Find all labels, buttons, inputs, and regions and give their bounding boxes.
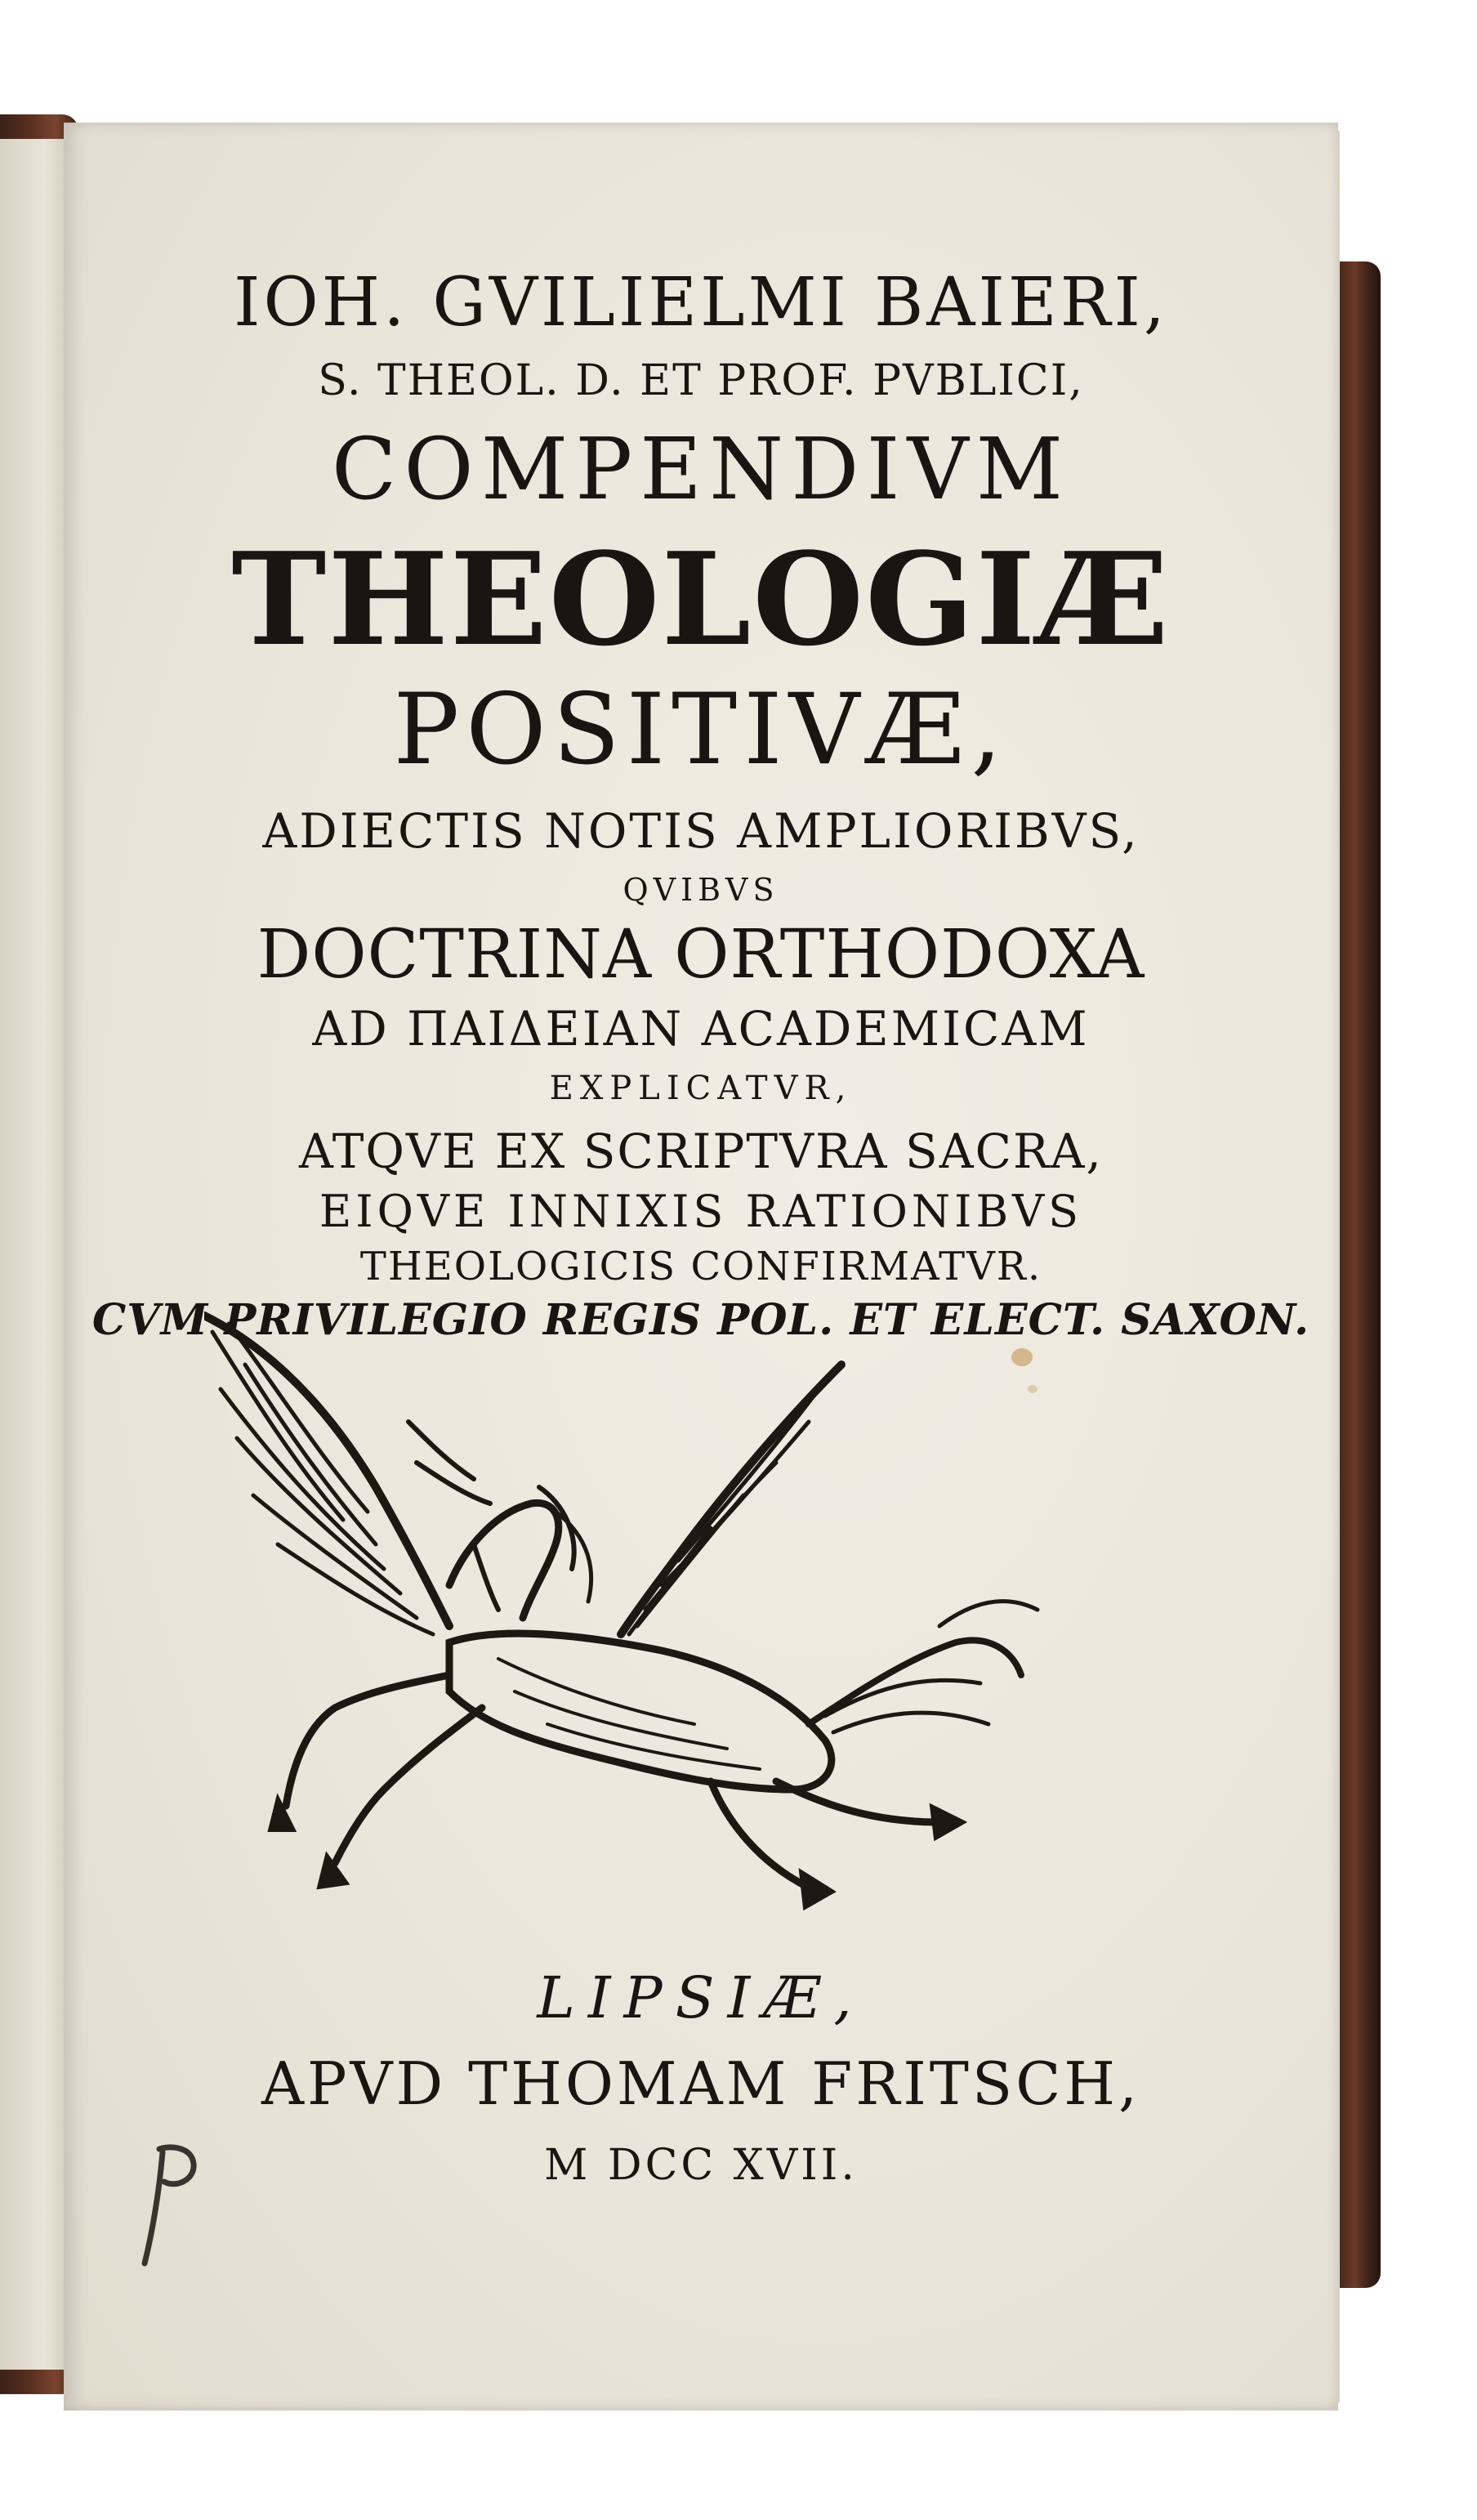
pegasus-woodcut-icon	[204, 1299, 1103, 1920]
imprint-place: LIPSIÆ,	[537, 1964, 865, 2031]
imprint-year: M DCC XVII.	[544, 2141, 858, 2190]
subtitle-line-4: AD ΠΑΙΔΕΙΑΝ ACADEMICAM	[312, 1001, 1090, 1057]
title-word-3: POSITIVÆ,	[393, 673, 1009, 787]
privilege-line: CVM PRIVILEGIO REGIS POL. ET ELECT. SAXON.	[91, 1295, 1310, 1345]
subtitle-line-7: EIQVE INNIXIS RATIONIBVS	[319, 1186, 1083, 1237]
facing-page	[0, 139, 74, 2370]
imprint-publisher: APVD THOMAM FRITSCH,	[261, 2049, 1140, 2118]
subtitle-line-5: EXPLICATVR,	[549, 1070, 853, 1107]
handwritten-mark-icon	[135, 2141, 208, 2272]
imprint-block	[64, 1964, 1338, 2190]
subtitle-line-1: ADIECTIS NOTIS AMPLIORIBVS,	[262, 803, 1140, 859]
subtitle-line-2: QVIBVS	[622, 872, 779, 908]
author-titles: S. THEOL. D. ET PROF. PVBLICI,	[318, 356, 1084, 405]
subtitle-line-6: ATQVE EX SCRIPTVRA SACRA,	[299, 1124, 1103, 1179]
author-line: IOH. GVILIELMI BAIERI,	[234, 264, 1168, 342]
title-word-1: COMPENDIVM	[331, 419, 1071, 519]
title-block	[64, 264, 1338, 1345]
subtitle-line-3: DOCTRINA ORTHODOXA	[257, 916, 1145, 994]
subtitle-line-8: THEOLOGICIS CONFIRMATVR.	[359, 1244, 1042, 1289]
title-word-2: THEOLOGIÆ	[231, 525, 1171, 674]
